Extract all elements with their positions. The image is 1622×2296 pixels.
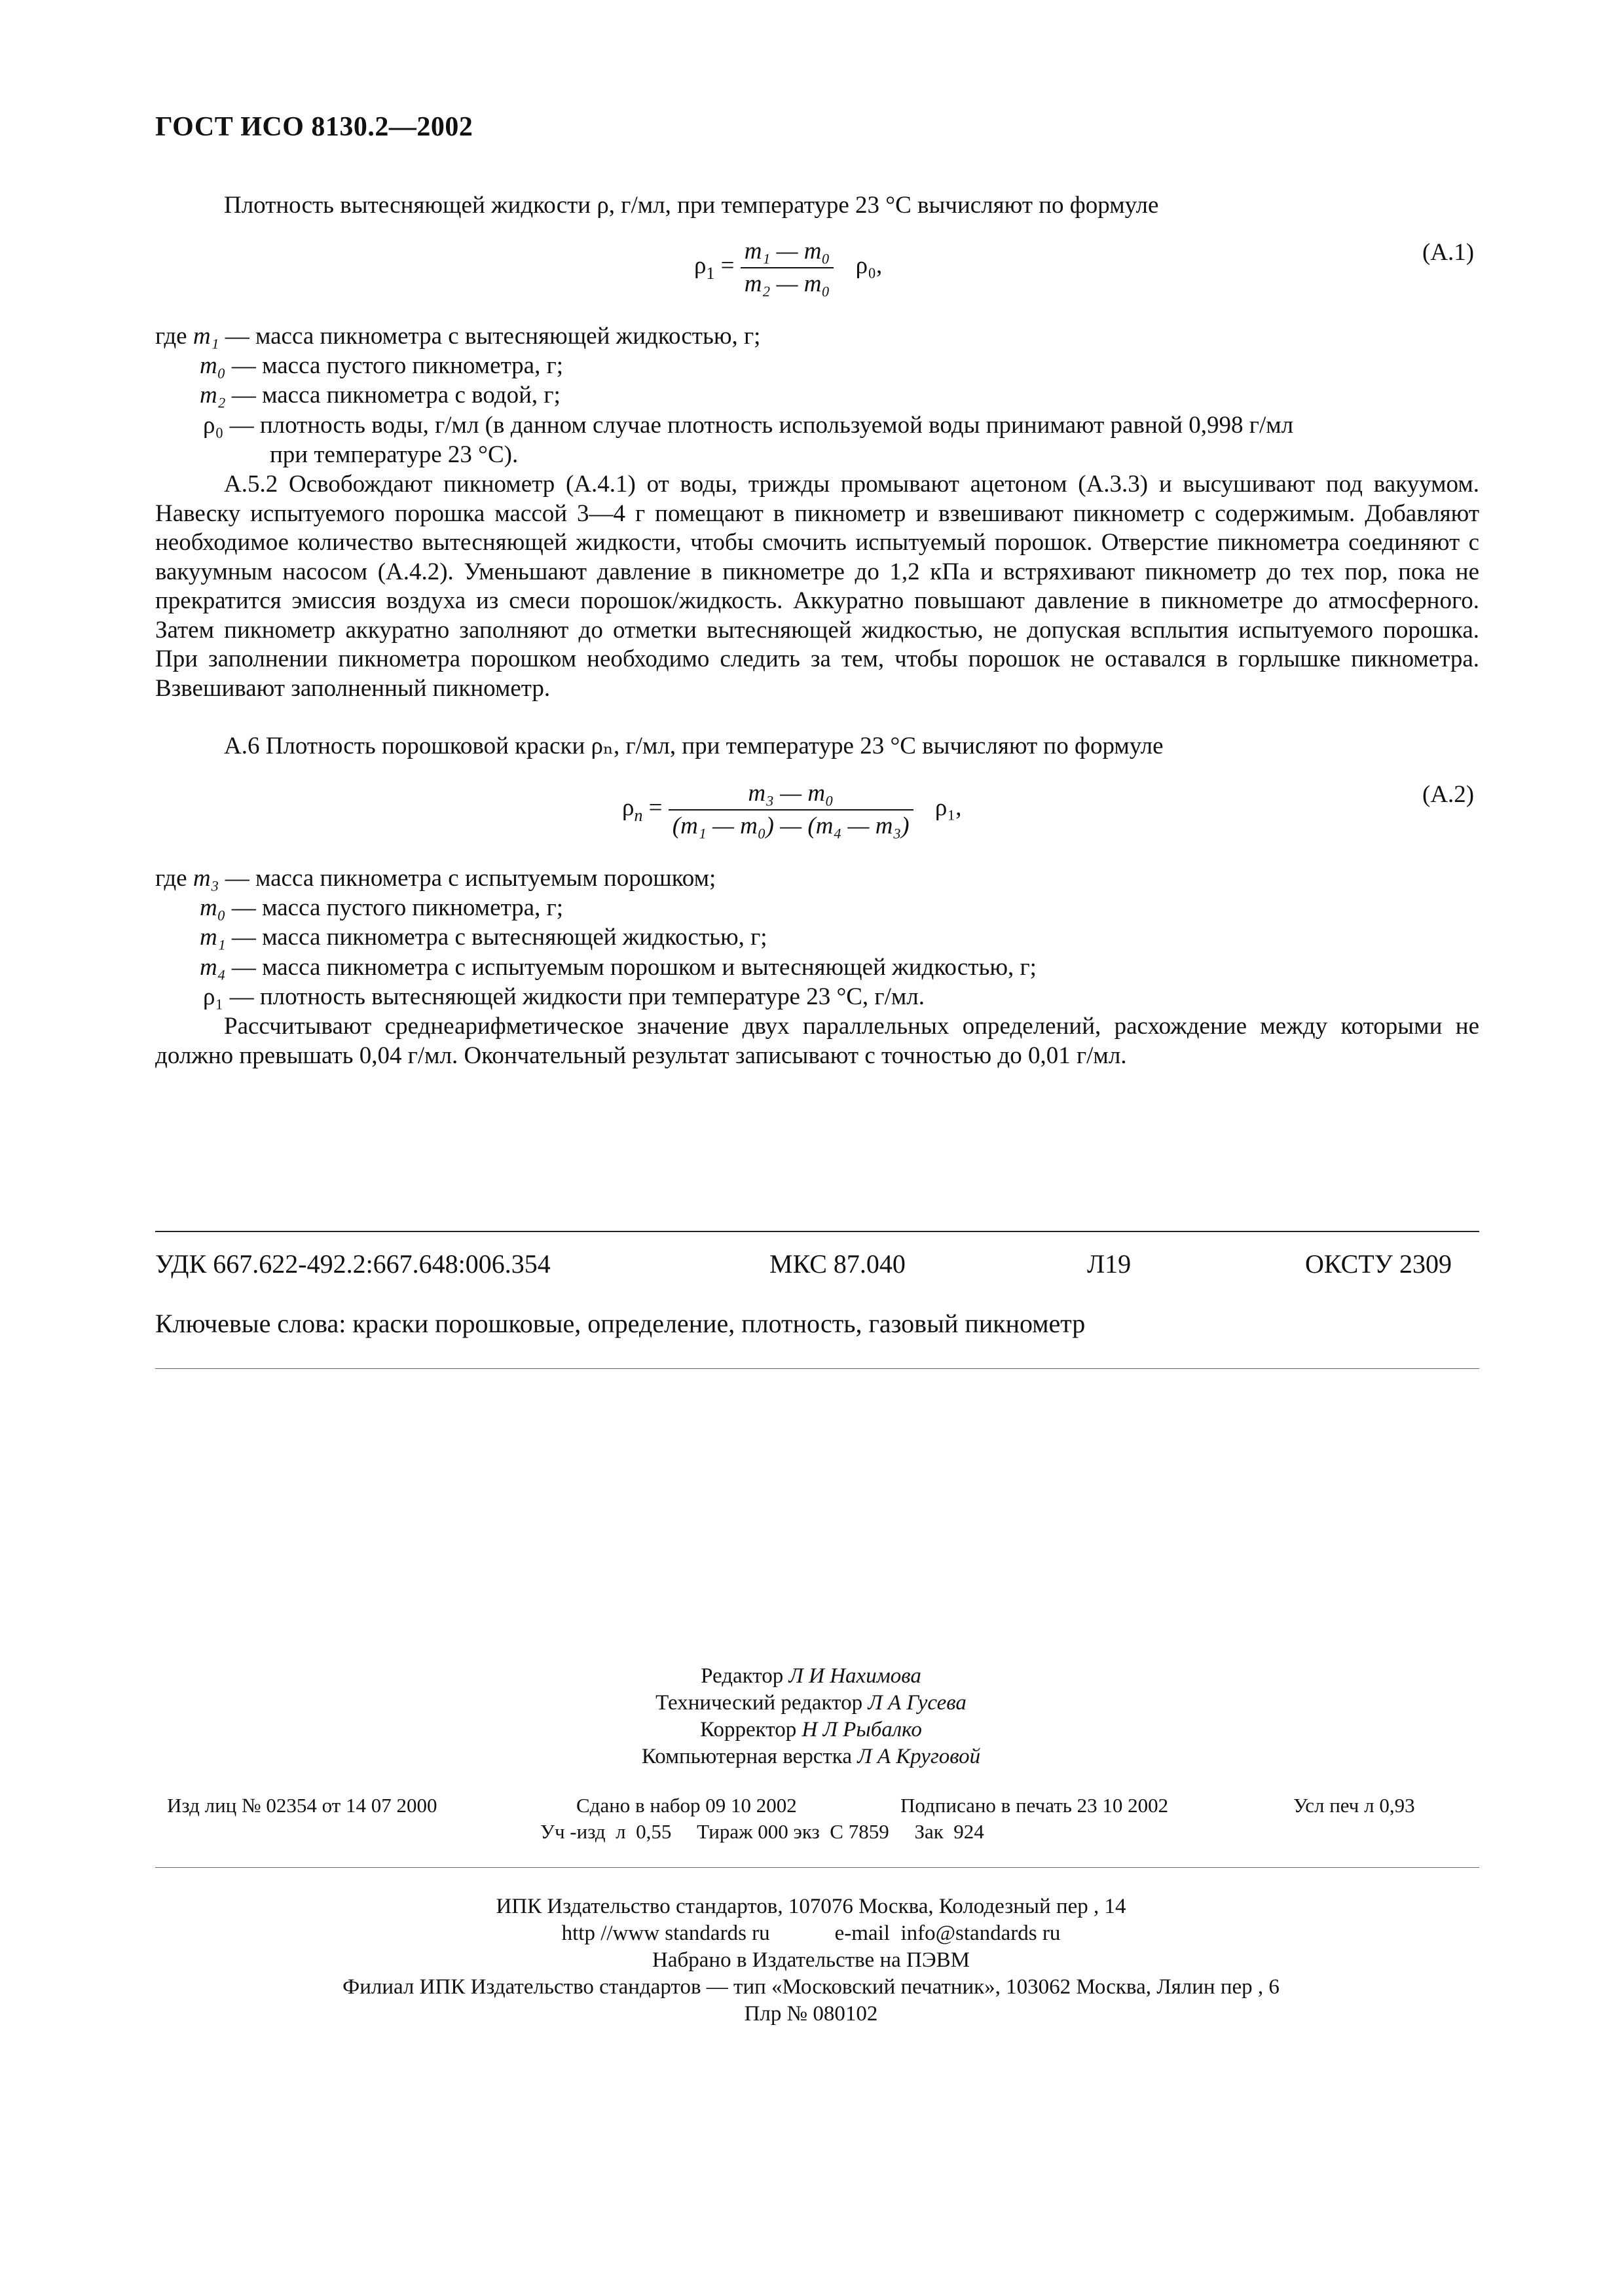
- formula-a2: [622, 779, 962, 841]
- formula-a2-number: (A.2): [1422, 781, 1475, 808]
- formula-a1-factor: ρ₀,: [855, 252, 883, 280]
- formula-a1-numerator: m₁ — m₀: [741, 237, 834, 268]
- def-a1-1: где m₁ — масса пикнометра с вытесняющей жидкостью, г;: [155, 323, 761, 350]
- formula-a1-number: (A.1): [1422, 239, 1475, 266]
- def-a1-4: ρ₀ — плотность воды, г/мл (в данном случае плотность используемой воды принимают равной 0,998 г/мл: [203, 412, 1294, 439]
- formula-a1-denominator: m₂ — m₀: [744, 270, 830, 297]
- okstu-code: ОКСТУ 2309: [1305, 1249, 1452, 1279]
- paragraph-a-5-2: А.5.2 Освобождают пикнометр (А.4.1) от воды, трижды промывают ацетоном (А.3.3) и высушивают под вакуумом. Навеску испытуемого порошка массой 3—4 г помещают в пикнометр и взвешивают пикнометр с содержимым. Добавляют необходимое количество вытесняющей жидкости, чтобы смочить испытуемый порошок. Отверстие пикнометра соединяют с вакуумным насосом (А.4.2). Уменьшают давление в пикнометре до 1,2 кПа и встряхивают пикнометр до тех пор, пока не прекратится эмиссия воздуха из смеси порошок/жидкость. Аккуратно повышают давление в пикнометре до атмосферного. Затем пикнометр аккуратно заполняют до отметки вытесняющей жидкостью, не допуская всплытия испытуемого порошка. При заполнении пикнометра порошком необходимо следить за тем, чтобы порошок не оставался в горлышке пикнометра. Взвешивают заполненный пикнометр.: [155, 471, 1479, 702]
- mks-code: МКС 87.040: [769, 1249, 906, 1279]
- imprint-bottom-rule: [155, 1867, 1479, 1868]
- formula-a1-fraction: [741, 237, 834, 299]
- publisher-typeset: Набрано в Издательстве на ПЭВМ: [652, 1948, 970, 1972]
- credit-corrector: Корректор Н Л Рыбалко: [700, 1718, 922, 1741]
- udk-code: УДК 667.622-492.2:667.648:006.354: [155, 1249, 551, 1279]
- def-a1-2: m₀ — масса пустого пикнометра, г;: [200, 352, 564, 379]
- imprint-signed: Подписано в печать 23 10 2002: [900, 1794, 1169, 1817]
- formula-a2-denominator: (m₁ — m₀) — (m₄ — m₃): [672, 812, 910, 839]
- def-a2-4: m₄ — масса пикнометра с испытуемым порошком и вытесняющей жидкостью, г;: [200, 954, 1037, 981]
- formula-a1-intro: Плотность вытесняющей жидкости ρ, г/мл, при температуре 23 °С вычисляют по формуле: [224, 192, 1159, 219]
- publisher-branch: Филиал ИПК Издательство стандартов — тип «Московский печатник», 103062 Москва, Лялин пер , 6: [342, 1975, 1280, 1999]
- credits: [0, 1663, 1622, 1770]
- publisher-address: ИПК Издательство стандартов, 107076 Москва, Колодезный пер , 14: [496, 1895, 1126, 1918]
- imprint-sheets: Усл печ л 0,93: [1293, 1794, 1415, 1817]
- group-code: Л19: [1087, 1249, 1132, 1279]
- publisher-block: [0, 1893, 1622, 2028]
- publisher-license: Плр № 080102: [744, 2002, 878, 2026]
- formula-a1: [694, 237, 882, 299]
- formula-a1-lhs: $\rho_1$ =: [694, 252, 741, 283]
- classification-top-rule: [155, 1231, 1479, 1232]
- def-a1-5: при температуре 23 °С).: [270, 441, 519, 468]
- formula-a2-factor: ρ₁,: [934, 794, 962, 822]
- def-a2-3: m₁ — масса пикнометра с вытесняющей жидкостью, г;: [200, 924, 767, 951]
- document-header: ГОСТ ИСО 8130.2—2002: [155, 112, 473, 142]
- keywords-bottom-rule: [155, 1368, 1479, 1369]
- imprint-sent: Сдано в набор 09 10 2002: [576, 1794, 797, 1817]
- def-a2-2: m₀ — масса пустого пикнометра, г;: [200, 894, 564, 921]
- def-a2-1: где m₃ — масса пикнометра с испытуемым порошком;: [155, 865, 716, 892]
- credit-editor: Редактор Л И Нахимова: [701, 1664, 921, 1688]
- formula-a2-lhs: $\rho_n$ =: [622, 794, 669, 826]
- publisher-web: http //www standards ru e-maіl іnfo@standards ru: [561, 1922, 1061, 1945]
- def-a1-3: m₂ — масса пикнометра с водой, г;: [200, 382, 561, 409]
- imprint-line2: Уч -изд л 0,55 Тираж 000 экз С 7859 Зак 924: [540, 1820, 984, 1843]
- formula-a2-numerator: m₃ — m₀: [669, 779, 913, 811]
- keywords: Ключевые слова: краски порошковые, определение, плотность, газовый пикнометр: [155, 1309, 1086, 1338]
- credit-layout: Компьютерная верстка Л А Круговой: [641, 1745, 981, 1768]
- def-a2-5: ρ₁ — плотность вытесняющей жидкости при температуре 23 °С, г/мл.: [203, 983, 925, 1010]
- formula-a2-fraction: [669, 779, 913, 841]
- credit-tech-editor: Технический редактор Л А Гусева: [655, 1691, 967, 1715]
- paragraph-a-6: А.6 Плотность порошковой краски ρₙ, г/мл, при температуре 23 °С вычисляют по формуле: [224, 733, 1164, 759]
- imprint-license: Изд лиц № 02354 от 14 07 2000: [167, 1794, 437, 1817]
- paragraph-final: Рассчитывают среднеарифметическое значение двух параллельных определений, расхождение между которыми не должно превышать 0,04 г/мл. Окончательный результат записывают с точностью до 0,01 г/мл.: [155, 1013, 1479, 1069]
